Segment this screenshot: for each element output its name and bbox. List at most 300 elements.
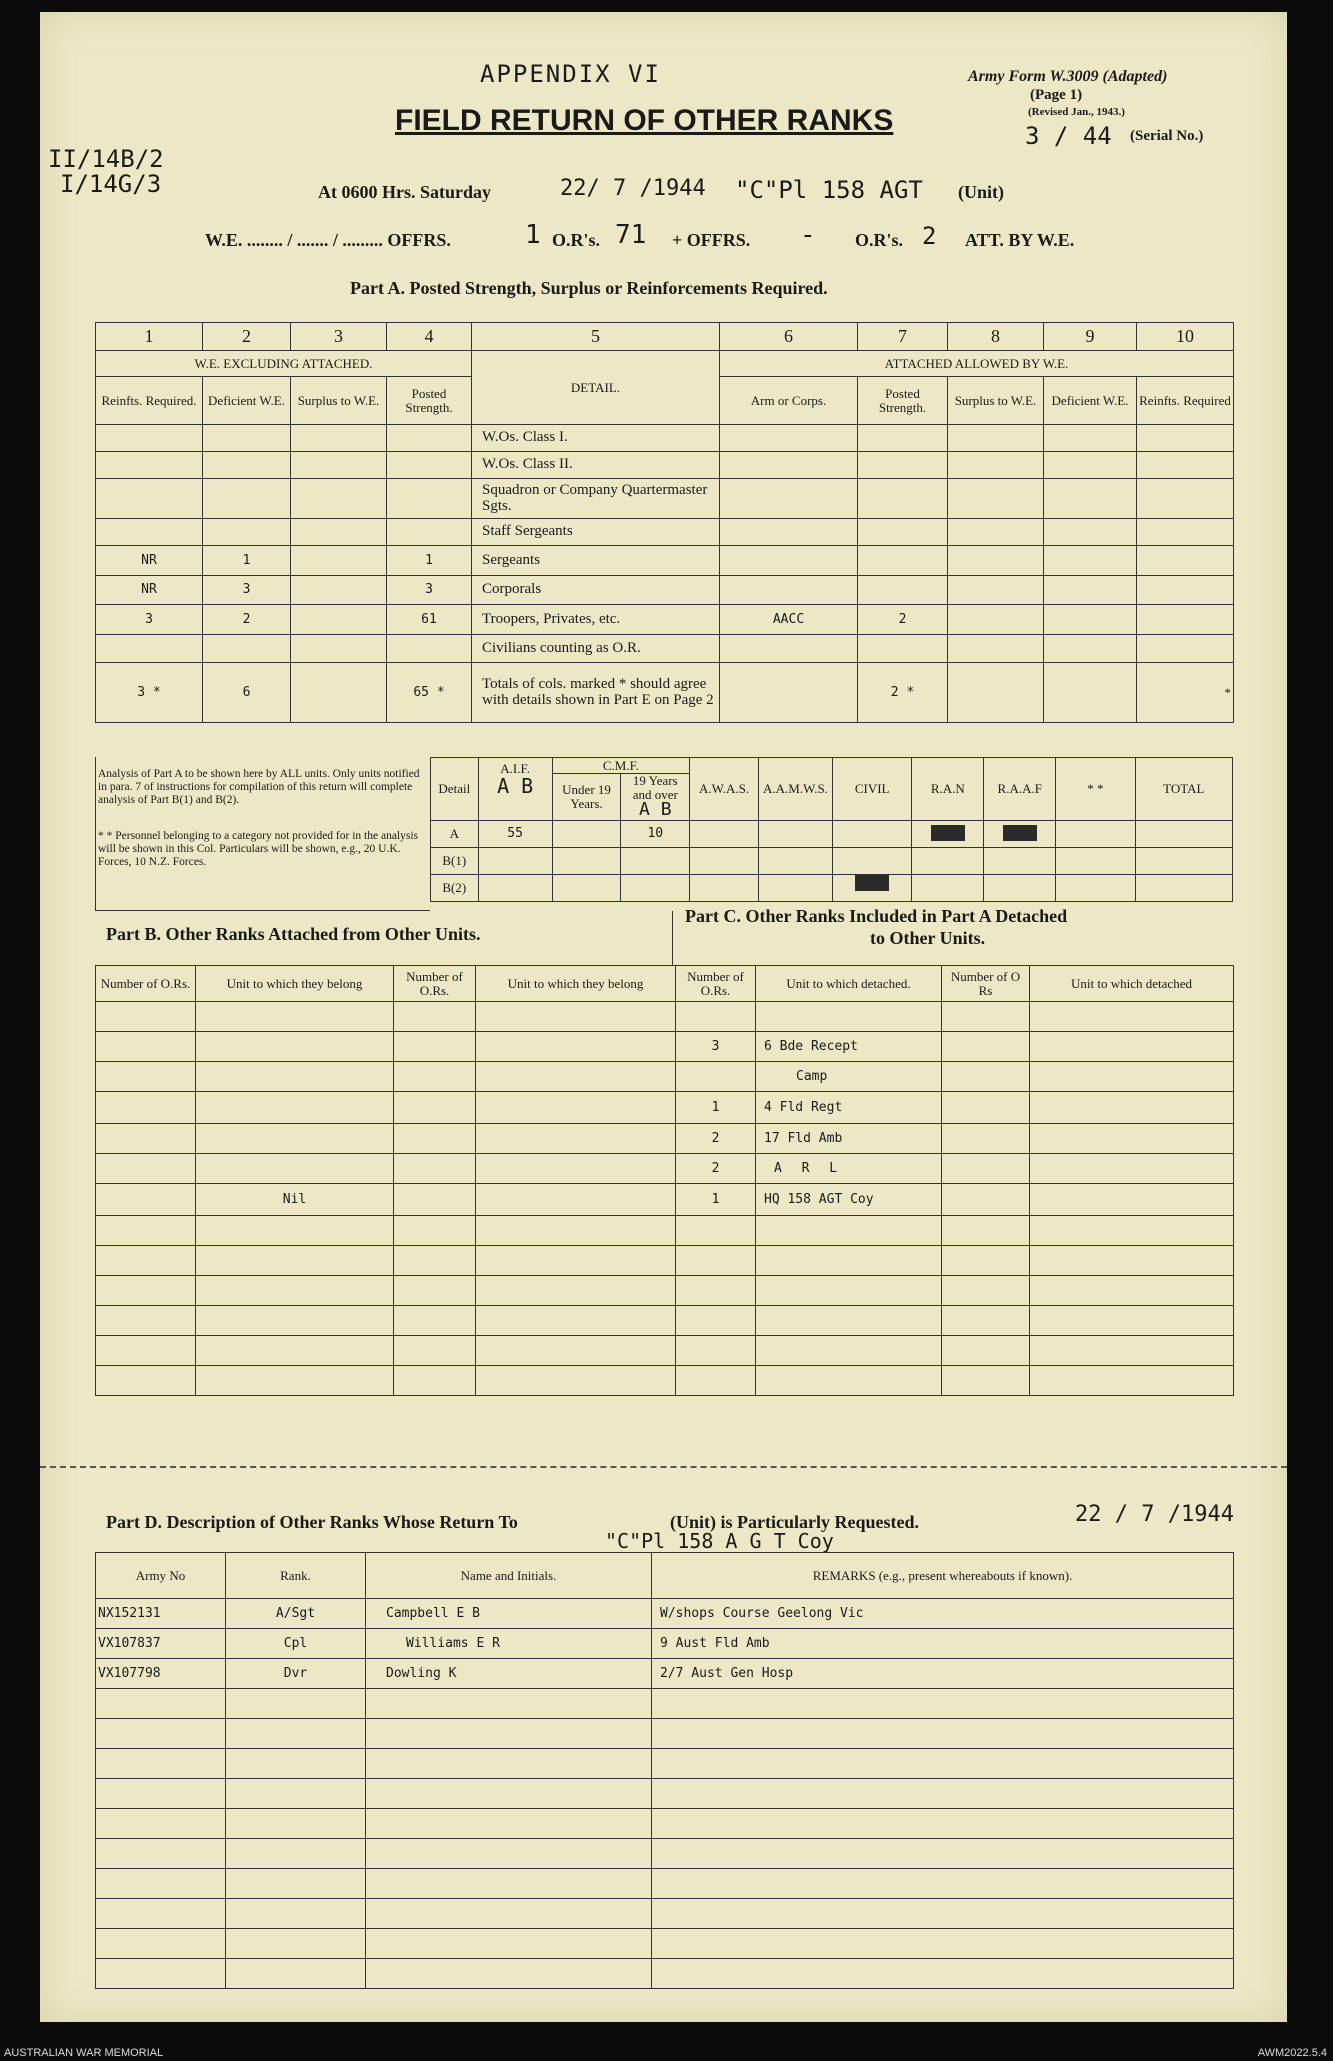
redaction-mark [984,821,1056,848]
cell [1137,576,1234,605]
table-row [96,605,1234,635]
table-row [96,1749,1234,1779]
cell [394,1366,476,1396]
part-d-title-mid: (Unit) is Particularly Requested. [670,1512,919,1532]
cell [96,1336,196,1366]
part-c-title-2: to Other Units. [870,928,986,948]
cell [652,1719,1234,1749]
cell [621,848,690,875]
table-row [96,1599,1234,1629]
cell [942,1306,1030,1336]
group-header-right: ATTACHED ALLOWED BY W.E. [720,351,1234,377]
cell [942,1124,1030,1154]
cell [942,1276,1030,1306]
cell [291,519,387,546]
cell [476,1306,676,1336]
table-row [96,576,1234,605]
table-row [96,1246,1234,1276]
cell [720,576,858,605]
cell [96,1246,196,1276]
cell [948,663,1044,723]
cell [676,1002,756,1032]
cell [1044,605,1137,635]
c-num-cell: 2 [676,1124,756,1154]
cell [476,1124,676,1154]
part-a-table [95,322,1234,723]
c-num-header: Number of O Rs [942,966,1030,1002]
table-row [96,1869,1234,1899]
archive-credit: AUSTRALIAN WAR MEMORIAL [4,2047,164,2059]
totals-row [96,663,1234,723]
analysis-note-1: Analysis of Part A to be shown here by ALL units. Only units notified in para. 7 of instructions for compilation of this return will complete analysis of Part B(1) and B(2). [98,768,420,807]
detail-cell: Staff Sergeants [472,519,720,546]
cell [758,875,832,902]
cell [858,546,948,576]
cell [226,1719,366,1749]
cell [226,1899,366,1929]
cell [96,479,203,519]
cell [96,1929,226,1959]
cell [394,1032,476,1062]
remarks-header: REMARKS (e.g., present whereabouts if known). [652,1553,1234,1599]
cell [96,1092,196,1124]
rank-cell: Dvr [226,1659,366,1689]
remarks-cell: W/shops Course Geelong Vic [652,1599,1234,1629]
part-d-table [95,1552,1234,1989]
b-unit-header: Unit to which they belong [476,966,676,1002]
form-title: FIELD RETURN OF OTHER RANKS [395,104,894,137]
cell [476,1366,676,1396]
cell [291,605,387,635]
table-row [96,1306,1234,1336]
cell [948,519,1044,546]
cell [1044,519,1137,546]
table-row [96,1124,1234,1154]
part-b-title: Part B. Other Ranks Attached from Other Units. [106,924,481,944]
cell [476,1184,676,1216]
cell [226,1869,366,1899]
cell [394,1184,476,1216]
army-no-cell: VX107837 [96,1629,226,1659]
cell [1135,848,1232,875]
b-nil-value: Nil [196,1184,394,1216]
analysis-row-b2 [431,875,1233,902]
appendix-label: APPENDIX VI [480,60,661,88]
table-row [96,1154,1234,1184]
army-no-header: Army No [96,1553,226,1599]
cell [858,663,948,723]
cell [291,546,387,576]
cell [387,479,472,519]
aif-a-value: 55 [478,821,552,848]
c-unit-header: Unit to which detached [1030,966,1234,1002]
cmf-header: C.M.F. [552,758,690,774]
cell [1137,425,1234,452]
serial-label: (Serial No.) [1130,128,1204,144]
star-mark: * [152,684,161,700]
cell [1030,1276,1234,1306]
table-row [96,1659,1234,1689]
cell [942,1154,1030,1184]
cell [1044,635,1137,663]
cell [394,1276,476,1306]
cell [96,1719,226,1749]
table-row [96,479,1234,519]
c-unit-cell: Camp [756,1062,942,1092]
cell [676,1366,756,1396]
c-unit-cell: 4 Fld Regt [756,1092,942,1124]
cell [1030,1306,1234,1336]
col-header: Posted Strength. [858,377,948,425]
cell [387,635,472,663]
censor-block [855,875,889,891]
redaction-mark [912,821,984,848]
analysis-left-border [95,757,96,911]
rank-cell: A/Sgt [226,1599,366,1629]
cell [690,821,759,848]
cell [96,1809,226,1839]
cell [720,635,858,663]
table-row [96,1899,1234,1929]
cell [942,1032,1030,1062]
cell [756,1002,942,1032]
table-row [96,635,1234,663]
c-unit-header: Unit to which detached. [756,966,942,1002]
b-num-header: Number of O.Rs. [96,966,196,1002]
awas-header: A.W.A.S. [690,758,759,821]
total-c2: 6 [203,663,291,723]
cell: 1 [203,546,291,576]
cell [387,519,472,546]
cell [720,452,858,479]
cell [984,848,1056,875]
cell [858,519,948,546]
col-number: 10 [1137,323,1234,351]
cell [476,1154,676,1184]
cell [476,1092,676,1124]
cell [96,1184,196,1216]
aif-header: A.I.F. [500,761,530,776]
remarks-cell: 9 Aust Fld Amb [652,1629,1234,1659]
c-num-cell: 3 [676,1032,756,1062]
table-row [96,1689,1234,1719]
table-row [96,519,1234,546]
cell [96,1306,196,1336]
table-row [96,1032,1234,1062]
cell [394,1092,476,1124]
part-d-unit: "C"Pl 158 A G T Coy [605,1529,834,1553]
we-line: W.E. ........ / ....... / ......... OFFRS. [205,230,451,250]
cell [948,605,1044,635]
cell [226,1929,366,1959]
cell [756,1216,942,1246]
cell [942,1366,1030,1396]
c-num-cell: 1 [676,1092,756,1124]
cell [394,1002,476,1032]
cell [196,1336,394,1366]
cell: NR [96,546,203,576]
detail-cell: W.Os. Class II. [472,452,720,479]
row-label: B(1) [431,848,479,875]
raaf-header: R.A.A.F [984,758,1056,821]
cell [1137,452,1234,479]
part-d-date: 22 / 7 /1944 [1075,1502,1234,1527]
cell [291,425,387,452]
cell [96,635,203,663]
analysis-row-b1 [431,848,1233,875]
cell [1044,576,1137,605]
cell [478,848,552,875]
cell [476,1246,676,1276]
c-num-cell: 1 [676,1184,756,1216]
cell [1044,663,1137,723]
cell [394,1124,476,1154]
cell [1030,1092,1234,1124]
col-number: 7 [858,323,948,351]
cell [720,519,858,546]
star-mark: * [906,684,915,700]
cell [366,1959,652,1989]
cell [756,1366,942,1396]
cell [203,479,291,519]
cell [476,1002,676,1032]
other-header: * * [1056,758,1135,821]
cell [858,576,948,605]
cell [690,875,759,902]
cell [652,1689,1234,1719]
cell [1056,875,1135,902]
revised-date: (Revised Jan., 1943.) [1028,106,1125,118]
cell [226,1779,366,1809]
cell [226,1749,366,1779]
cell [942,1216,1030,1246]
table-row [96,1809,1234,1839]
name-header: Name and Initials. [366,1553,652,1599]
cell [652,1929,1234,1959]
b-unit-header: Unit to which they belong [196,966,394,1002]
cell [226,1959,366,1989]
name-cell: Dowling K [366,1659,652,1689]
cell [96,1216,196,1246]
cell [196,1092,394,1124]
cell [203,452,291,479]
cell: 3 [387,576,472,605]
army-no-cell: VX107798 [96,1659,226,1689]
cell [394,1246,476,1276]
cell [196,1276,394,1306]
cell [1137,635,1234,663]
total-header: TOTAL [1135,758,1232,821]
cell [652,1809,1234,1839]
cell [291,576,387,605]
plus-offrs-value: - [800,220,816,250]
cell [366,1749,652,1779]
cell [291,663,387,723]
plus-ors-label: O.R's. [855,230,904,250]
col-header: Posted Strength. [387,377,472,425]
cell [96,663,203,723]
table-row [96,1184,1234,1216]
part-c-title-1: Part C. Other Ranks Included in Part A Detached [685,906,1068,926]
cell [1030,1184,1234,1216]
table-row [96,1002,1234,1032]
cell [394,1062,476,1092]
cell [984,875,1056,902]
cell [833,848,912,875]
army-no-cell: NX152131 [96,1599,226,1629]
cell [96,1276,196,1306]
name-cell: Campbell E B [366,1599,652,1629]
cell [366,1779,652,1809]
cell [366,1929,652,1959]
cell [96,1124,196,1154]
cell [1056,848,1135,875]
att-label: ATT. BY W.E. [965,230,1075,250]
c-num-cell [676,1062,756,1092]
star-mark: * [436,684,445,700]
over19-header: 19 Years and over [632,773,678,802]
over19-ab: A B [639,799,672,821]
cell [203,425,291,452]
cell [912,875,984,902]
cell [1137,546,1234,576]
file-ref-1: II/14B/2 [48,145,164,173]
unit-label: (Unit) [958,182,1004,202]
cell [96,1366,196,1396]
cell [226,1839,366,1869]
col-header: Reinfts. Required [1137,377,1234,425]
col-number: 4 [387,323,472,351]
remarks-cell: 2/7 Aust Gen Hosp [652,1659,1234,1689]
col-number: 1 [96,323,203,351]
ors-value: 71 [615,220,647,250]
ran-header: R.A.N [912,758,984,821]
cell [1030,1366,1234,1396]
cell [676,1306,756,1336]
analysis-note-2: * * Personnel belonging to a category not provided for in the analysis will be shown in this Col. Particulars will be shown, e.g., 20 U.K. Forces, 10 N.Z. Forces. [98,830,419,869]
cell [476,1336,676,1366]
cell [720,425,858,452]
cell [1030,1336,1234,1366]
cell [652,1869,1234,1899]
cell [203,519,291,546]
table-row [96,425,1234,452]
cell [96,1779,226,1809]
cell [858,452,948,479]
analysis-table [430,757,1233,902]
plus-offrs-label: + OFFRS. [672,230,751,250]
over19-a-value: 10 [621,821,690,848]
cell [203,635,291,663]
detail-cell: Troopers, Privates, etc. [472,605,720,635]
cell [196,1124,394,1154]
cell [676,1276,756,1306]
part-a-title: Part A. Posted Strength, Surplus or Reinforcements Required. [350,278,828,298]
cell [552,875,621,902]
col-number: 6 [720,323,858,351]
offrs-value: 1 [525,220,541,250]
cell [366,1899,652,1929]
cell [1030,1062,1234,1092]
table-row [96,1839,1234,1869]
part-bc-table [95,965,1234,1396]
cell [676,1246,756,1276]
analysis-row-a [431,821,1233,848]
table-row [96,1216,1234,1246]
cell [833,821,912,848]
cell [756,1276,942,1306]
col-number: 9 [1044,323,1137,351]
table-row [96,1276,1234,1306]
col-number: 2 [203,323,291,351]
cell [96,1839,226,1869]
cell [96,519,203,546]
cell [196,1062,394,1092]
cell [196,1216,394,1246]
cell [758,821,832,848]
table-row [96,1959,1234,1989]
cell [394,1154,476,1184]
aif-header-cell [478,758,552,821]
censor-block [1003,825,1037,841]
total-c7: 2 [890,684,899,700]
cell [652,1959,1234,1989]
name-cell: Williams E R [366,1629,652,1659]
form-name: Army Form W.3009 (Adapted) [968,68,1168,85]
table-row [96,1062,1234,1092]
cell [196,1032,394,1062]
cell [1135,875,1232,902]
cell: NR [96,576,203,605]
analysis-detail-header: Detail [431,758,479,821]
cell [756,1306,942,1336]
analysis-bottom-border [95,910,430,911]
form-page [40,12,1287,2022]
cell [291,479,387,519]
table-row [96,1366,1234,1396]
detail-cell: Squadron or Company Quartermaster Sgts. [472,479,720,519]
cell [552,848,621,875]
part-d-title-prefix: Part D. Description of Other Ranks Whose Return To [106,1512,518,1532]
b-num-header: Number of O.Rs. [394,966,476,1002]
cell [96,1032,196,1062]
rank-header: Rank. [226,1553,366,1599]
cell [394,1216,476,1246]
cell [96,1062,196,1092]
cell [96,1689,226,1719]
cell [1044,479,1137,519]
cell [942,1184,1030,1216]
cell [676,1216,756,1246]
detail-cell: W.Os. Class I. [472,425,720,452]
cell [720,663,858,723]
cell [621,875,690,902]
cell [226,1809,366,1839]
cell [942,1246,1030,1276]
c-num-cell: 2 [676,1154,756,1184]
cell [652,1839,1234,1869]
cell [387,452,472,479]
cell [196,1002,394,1032]
col-header: Surplus to W.E. [948,377,1044,425]
cell [720,546,858,576]
table-row [96,1629,1234,1659]
cell [912,848,984,875]
col-number: 8 [948,323,1044,351]
cell: AACC [720,605,858,635]
total-c1: 3 [137,684,146,700]
cell: 2 [203,605,291,635]
